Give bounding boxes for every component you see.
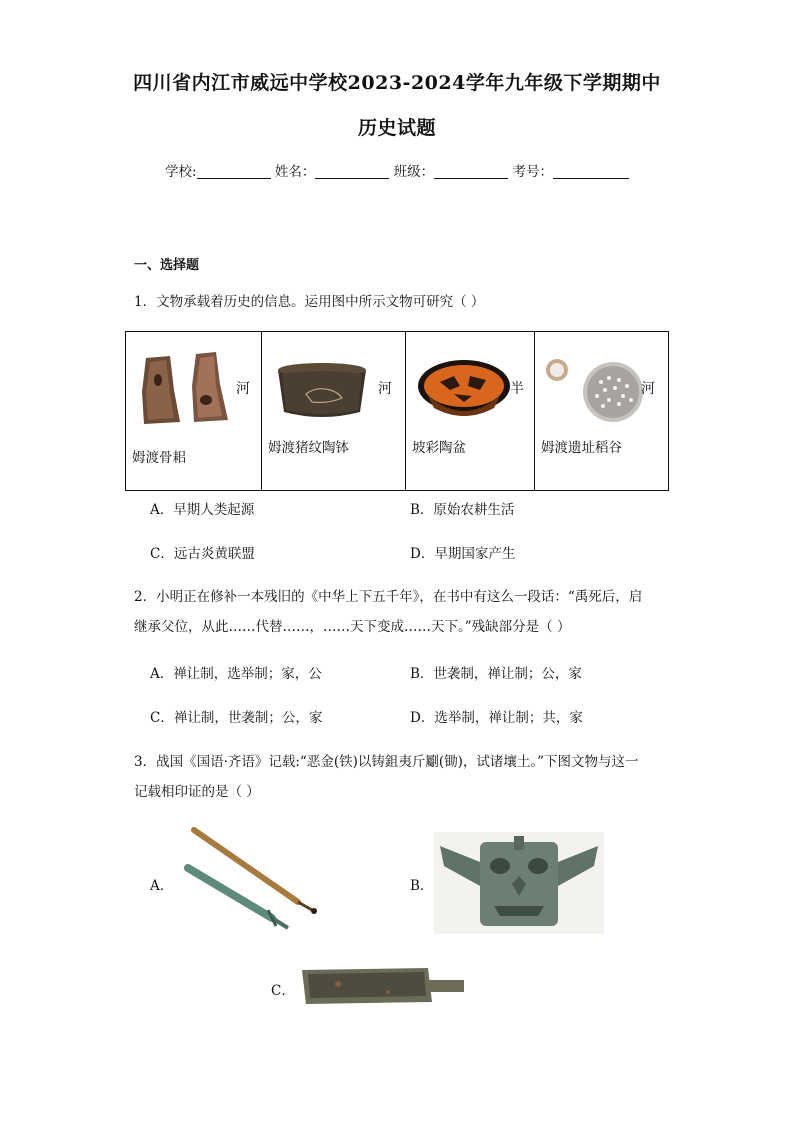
relic-4-side-char: 河: [641, 381, 655, 397]
q2-option-b[interactable]: B．世袭制，禅让制；公，家: [410, 666, 582, 682]
exam-title-line1: 四川省内江市威远中学校2023-2024学年九年级下学期期中: [133, 72, 661, 94]
school-blank[interactable]: [197, 164, 271, 179]
relic-2-caption: 姆渡猪纹陶钵: [268, 440, 349, 456]
q2-option-d[interactable]: D．选举制，禅让制；共，家: [410, 710, 583, 726]
name-label: 姓名：: [274, 164, 316, 180]
relic-3-caption: 坡彩陶盆: [412, 440, 466, 456]
q1-option-b[interactable]: B．原始农耕生活: [410, 502, 515, 518]
q3-option-b-label[interactable]: B．: [410, 878, 434, 894]
q2-option-c[interactable]: C．禅让制，世袭制；公，家: [150, 710, 323, 726]
relic-1-caption: 姆渡骨耜: [132, 450, 186, 466]
q3-option-a-label[interactable]: A．: [150, 878, 174, 894]
relic-cell-rice-grains: [535, 332, 669, 491]
question-2-stem-line1: 2．小明正在修补一本残旧的《中华上下五千年》，在书中有这么一段话：“禹死后，启: [134, 589, 643, 605]
relic-cell-pig-bowl: [262, 332, 406, 491]
rice-grains-image: [543, 356, 653, 426]
pig-pattern-bowl-image: [272, 360, 372, 426]
exam-no-label: 考号：: [512, 164, 553, 180]
relic-cell-painted-basin: [406, 332, 535, 491]
q3-option-c-label[interactable]: C．: [271, 983, 295, 999]
bone-si-image: [136, 350, 236, 430]
exam-title-line2: 历史试题: [357, 117, 436, 139]
class-blank[interactable]: [434, 164, 508, 179]
question-3-stem-line1: 3．战国《国语·齐语》记载:“恶金(铁)以铸鉏夷斤劚(锄)，试诸壤土。”下图文物与这一: [134, 754, 639, 770]
bronze-swords-image[interactable]: [180, 822, 320, 938]
class-label: 班级：: [393, 164, 435, 180]
exam-no-blank[interactable]: [553, 164, 629, 179]
student-info-line: [0, 160, 794, 180]
relics-table: [125, 331, 669, 491]
question-3-stem-line2: 记载相印证的是（ ）: [134, 784, 260, 800]
relic-1-side-char: 河: [236, 381, 250, 397]
question-2-stem-line2: 继承父位，从此……代替……，……天下变成……天下。”残缺部分是（ ）: [134, 619, 571, 635]
school-label: 学校:: [165, 164, 197, 180]
relic-4-caption: 姆渡遗址稻谷: [541, 440, 622, 456]
iron-tool-image[interactable]: [298, 962, 468, 1010]
question-1-stem: 1．文物承载着历史的信息。运用图中所示文物可研究（ ）: [134, 294, 485, 310]
bronze-mask-image[interactable]: [434, 832, 604, 934]
q1-option-d[interactable]: D．早期国家产生: [410, 546, 516, 562]
q1-option-c[interactable]: C．远古炎黄联盟: [150, 546, 255, 562]
painted-pottery-basin-image: [414, 356, 514, 426]
relic-cell-bone-si: [126, 332, 262, 491]
relic-2-side-char: 河: [378, 381, 392, 397]
name-blank[interactable]: [315, 164, 389, 179]
section-heading: 一、选择题: [134, 258, 200, 273]
q2-option-a[interactable]: A．禅让制，选举制；家，公: [150, 666, 322, 682]
q1-option-a[interactable]: A．早期人类起源: [150, 502, 255, 518]
relic-3-side-char: 半: [510, 381, 524, 397]
